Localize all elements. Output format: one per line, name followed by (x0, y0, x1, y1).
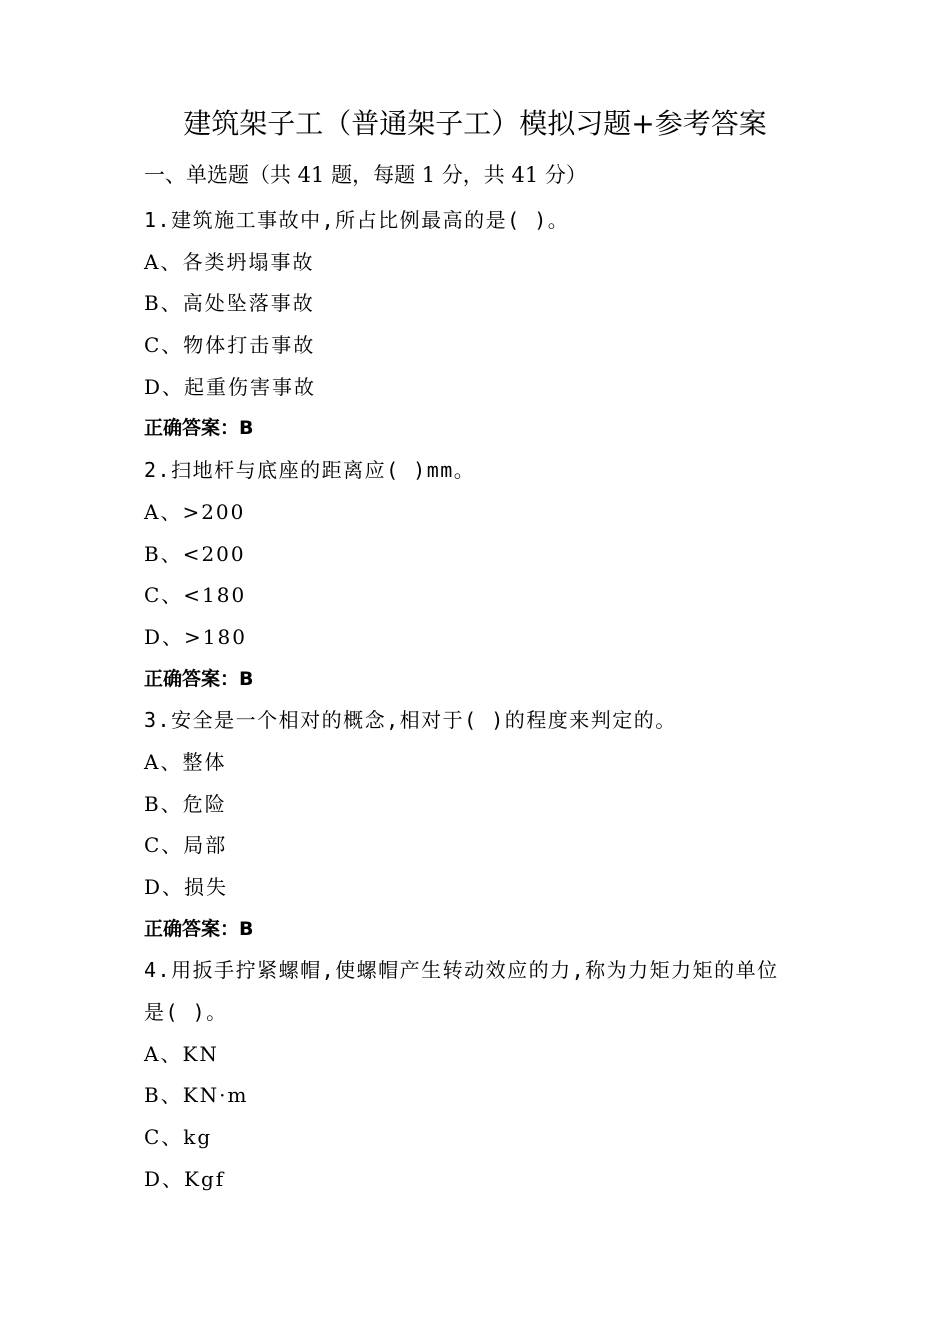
question-3 (144, 700, 824, 950)
section-heading: 一、单选题（共 41 题，每题 1 分，共 41 分） (144, 163, 587, 187)
question-stem: 3.安全是一个相对的概念,相对于( )的程度来判定的。 (144, 708, 677, 733)
option-a: A、KN (144, 1041, 219, 1066)
option-d: D、起重伤害事故 (144, 374, 317, 399)
correct-answer: 正确答案：B (144, 917, 254, 940)
option-c: C、kg (144, 1125, 213, 1150)
option-a: A、各类坍塌事故 (144, 249, 315, 274)
question-1 (144, 200, 824, 450)
question-stem: 4.用扳手拧紧螺帽,使螺帽产生转动效应的力,称为力矩力矩的单位 (144, 958, 779, 983)
option-d: D、Kgf (144, 1166, 226, 1191)
question-4 (144, 950, 824, 1200)
option-b: B、KN·m (144, 1083, 249, 1108)
correct-answer: 正确答案：B (144, 417, 254, 440)
question-stem: 1.建筑施工事故中,所占比例最高的是( )。 (144, 208, 570, 232)
question-list (144, 200, 824, 1201)
option-b: B、高处坠落事故 (144, 291, 315, 316)
option-b: B、<200 (144, 541, 246, 566)
document-title: 建筑架子工（普通架子工）模拟习题+参考答案 (183, 107, 767, 140)
option-d: D、损失 (144, 875, 229, 899)
question-2 (144, 450, 824, 700)
question-stem: 2.扫地杆与底座的距离应( )mm。 (144, 458, 476, 483)
option-a: A、整体 (144, 749, 227, 774)
option-b: B、危险 (144, 791, 227, 816)
option-d: D、>180 (144, 624, 247, 649)
option-c: C、局部 (144, 833, 228, 858)
correct-answer: 正确答案：B (144, 667, 254, 690)
question-stem-continued: 是( )。 (144, 1000, 228, 1025)
option-a: A、>200 (144, 499, 246, 524)
option-c: C、<180 (144, 583, 247, 608)
option-c: C、物体打击事故 (144, 333, 316, 358)
